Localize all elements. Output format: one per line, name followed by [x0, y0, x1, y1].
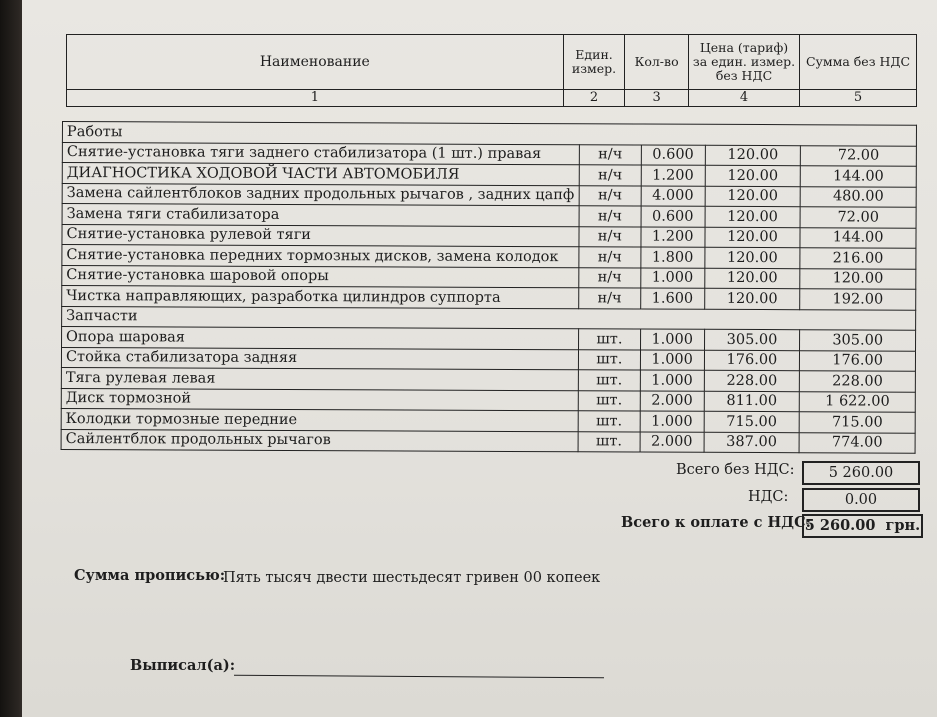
- subtotal-value: 5 260.00: [802, 461, 920, 485]
- section-title: Запчасти: [62, 306, 916, 330]
- cell-unit: н/ч: [579, 144, 641, 165]
- cell-price: 120.00: [704, 288, 800, 309]
- cell-price: 305.00: [704, 329, 800, 350]
- cell-name: Замена тяги стабилизатора: [62, 204, 579, 227]
- cell-price: 120.00: [705, 165, 801, 186]
- cell-unit: шт.: [578, 349, 640, 370]
- cell-price: 120.00: [705, 227, 801, 248]
- section-title: Работы: [62, 122, 916, 146]
- cell-qty: 2.000: [640, 432, 704, 453]
- cell-qty: 1.000: [640, 411, 704, 432]
- cell-qty: 4.000: [641, 186, 705, 207]
- col-number: 3: [625, 90, 689, 107]
- signed-by-label: Выписал(а):: [130, 657, 236, 674]
- cell-name: Диск тормозной: [61, 388, 578, 411]
- subtotal-label: Всего без НДС:: [676, 462, 795, 478]
- cell-unit: н/ч: [579, 206, 641, 227]
- cell-unit: шт.: [578, 431, 640, 452]
- vat-label: НДС:: [748, 489, 789, 505]
- cell-price: 387.00: [704, 432, 800, 453]
- col-number: 5: [800, 90, 917, 107]
- col-name-header: [67, 35, 564, 90]
- cell-qty: 1.000: [640, 350, 704, 371]
- cell-name: Снятие-установка шаровой опоры: [62, 265, 579, 288]
- cell-unit: шт.: [578, 329, 640, 350]
- cell-sum: 228.00: [800, 371, 916, 392]
- cell-unit: н/ч: [579, 226, 641, 247]
- cell-sum: 72.00: [801, 145, 917, 166]
- cell-name: Снятие-установка передних тормозных дисков, замена колодок: [62, 245, 579, 268]
- cell-qty: 1.200: [641, 227, 705, 248]
- cell-qty: 1.000: [641, 268, 705, 289]
- col-sum-header: [800, 35, 917, 90]
- grand-total-label: Всего к оплате с НДС:: [621, 514, 811, 531]
- col-unit-label-1: Един.: [575, 47, 613, 62]
- col-price-header: [688, 35, 799, 90]
- cell-sum: 1 622.00: [800, 391, 916, 412]
- col-name-label: Наименование: [259, 54, 370, 70]
- cell-sum: 774.00: [799, 432, 915, 453]
- cell-unit: н/ч: [579, 267, 641, 288]
- cell-sum: 144.00: [800, 227, 916, 248]
- cell-sum: 176.00: [800, 350, 916, 371]
- cell-qty: 0.600: [641, 206, 705, 227]
- col-unit-header: [563, 35, 625, 90]
- cell-qty: 1.200: [641, 165, 705, 186]
- cell-sum: 480.00: [800, 186, 916, 207]
- cell-name: Тяга рулевая левая: [61, 367, 578, 390]
- cell-price: 120.00: [704, 247, 800, 268]
- cell-name: Снятие-установка рулевой тяги: [62, 224, 579, 247]
- invoice-items-table: [61, 121, 917, 454]
- cell-name: Замена сайлентблоков задних продольных рычагов , задних цапф: [62, 183, 579, 206]
- cell-name: Колодки тормозные передние: [61, 408, 578, 431]
- cell-qty: 1.000: [640, 370, 704, 391]
- cell-qty: 1.000: [640, 329, 704, 350]
- cell-sum: 120.00: [800, 268, 916, 289]
- cell-unit: шт.: [578, 411, 640, 432]
- cell-name: Сайлентблок продольных рычагов: [61, 429, 578, 452]
- cell-price: 120.00: [705, 145, 801, 166]
- invoice-header-table: [66, 34, 917, 107]
- cell-price: 715.00: [704, 411, 800, 432]
- col-number: 2: [563, 90, 625, 107]
- amount-words-label: Сумма прописью:: [74, 567, 226, 584]
- cell-sum: 192.00: [800, 289, 916, 310]
- cell-price: 176.00: [704, 350, 800, 371]
- cell-qty: 1.800: [641, 247, 705, 268]
- cell-name: Снятие-установка тяги заднего стабилизатора (1 шт.) правая: [62, 142, 579, 165]
- cell-name: ДИАГНОСТИКА ХОДОВОЙ ЧАСТИ АВТОМОБИЛЯ: [62, 163, 579, 186]
- col-price-label-3: без НДС: [715, 68, 773, 83]
- cell-price: 228.00: [704, 370, 800, 391]
- cell-price: 120.00: [704, 268, 800, 289]
- cell-qty: 0.600: [641, 145, 705, 166]
- cell-unit: н/ч: [579, 288, 641, 309]
- cell-unit: н/ч: [579, 165, 641, 186]
- cell-name: Опора шаровая: [62, 327, 579, 350]
- cell-qty: 1.600: [640, 288, 704, 309]
- col-price-label-2: за един. измер.: [692, 54, 796, 69]
- col-number: 1: [67, 90, 564, 107]
- grand-total-value: 5 260.00 грн.: [802, 514, 923, 538]
- cell-name: Чистка направляющих, разработка цилиндров суппорта: [62, 286, 579, 309]
- cell-sum: 72.00: [800, 207, 916, 228]
- table-row: [61, 429, 915, 453]
- vat-value: 0.00: [802, 488, 920, 512]
- cell-qty: 2.000: [640, 391, 704, 412]
- cell-price: 120.00: [705, 206, 801, 227]
- cell-unit: шт.: [578, 370, 640, 391]
- cell-unit: н/ч: [579, 185, 641, 206]
- cell-sum: 715.00: [799, 412, 915, 433]
- col-unit-label-2: измер.: [571, 61, 617, 76]
- col-qty-header: [625, 35, 689, 90]
- cell-sum: 305.00: [800, 330, 916, 351]
- col-price-label-1: Цена (тариф): [699, 40, 789, 55]
- cell-price: 120.00: [705, 186, 801, 207]
- cell-unit: н/ч: [579, 247, 641, 268]
- cell-sum: 144.00: [801, 166, 917, 187]
- cell-name: Стойка стабилизатора задняя: [61, 347, 578, 370]
- col-qty-label: Кол-во: [634, 54, 679, 69]
- cell-unit: шт.: [578, 390, 640, 411]
- col-number: 4: [688, 90, 799, 107]
- cell-price: 811.00: [704, 391, 800, 412]
- cell-sum: 216.00: [800, 248, 916, 269]
- col-sum-label: Сумма без НДС: [805, 54, 911, 69]
- amount-words-value: Пять тысяч двести шестьдесят гривен 00 копеек: [223, 570, 601, 586]
